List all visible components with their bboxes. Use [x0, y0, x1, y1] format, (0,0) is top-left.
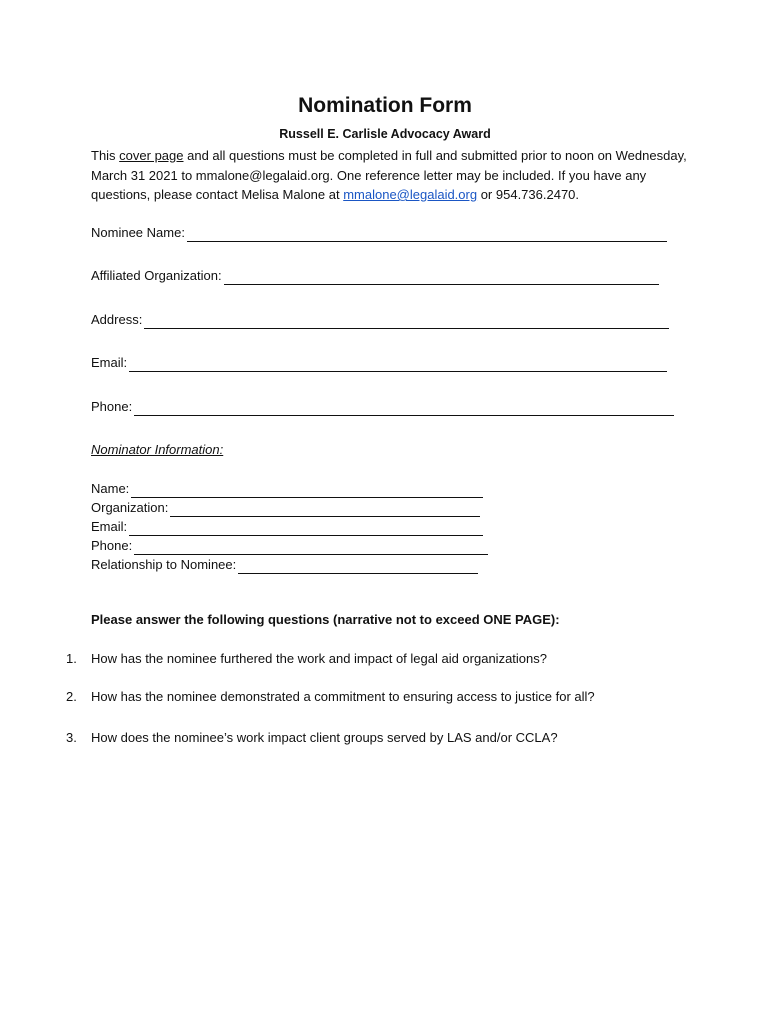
question-text: How does the nominee’s work impact client groups served by LAS and/or CCLA? — [91, 730, 558, 745]
phone-field — [91, 398, 674, 416]
nominator-email-input[interactable] — [129, 521, 483, 536]
address-field — [91, 311, 669, 329]
page-title: Nomination Form — [298, 94, 472, 117]
nominator-phone-input[interactable] — [134, 540, 488, 555]
nominee-name-field — [91, 224, 667, 242]
questions-heading: Please answer the following questions (narrative not to exceed ONE PAGE): — [91, 612, 560, 627]
email-field — [91, 354, 667, 372]
nominator-information-heading: Nominator Information: — [91, 442, 224, 457]
relationship-field — [91, 556, 478, 574]
nominator-name-label: Name: — [91, 481, 130, 496]
phone-input[interactable] — [134, 401, 674, 416]
question-item — [66, 689, 595, 704]
nominator-name-input[interactable] — [131, 483, 483, 498]
intro-text-3: or 954.736.2470. — [477, 187, 580, 202]
affiliated-organization-label: Affiliated Organization: — [91, 268, 222, 283]
award-subtitle: Russell E. Carlisle Advocacy Award — [279, 127, 491, 141]
question-number: 3. — [66, 730, 77, 745]
address-label: Address: — [91, 312, 143, 327]
question-number: 2. — [66, 689, 77, 704]
address-input[interactable] — [144, 314, 669, 329]
intro-text-1: This — [91, 148, 120, 163]
email-input[interactable] — [129, 357, 667, 372]
email-label: Email: — [91, 355, 128, 370]
question-number: 1. — [66, 651, 77, 666]
question-item — [66, 651, 547, 666]
nominator-phone-field — [91, 537, 488, 555]
nominator-organization-input[interactable] — [170, 502, 480, 517]
nominee-name-input[interactable] — [187, 227, 667, 242]
nominator-email-label: Email: — [91, 519, 128, 534]
nominee-name-label: Nominee Name: — [91, 225, 185, 240]
relationship-label: Relationship to Nominee: — [91, 557, 237, 572]
nominator-name-field — [91, 480, 483, 498]
intro-paragraph — [91, 146, 691, 205]
affiliated-organization-field — [91, 267, 659, 285]
question-text: How has the nominee furthered the work and impact of legal aid organizations? — [91, 651, 547, 666]
relationship-input[interactable] — [238, 559, 478, 574]
question-item — [66, 730, 558, 745]
intro-text-2: and all questions must be completed in full and submitted prior to noon on Wednesday, March 31 2021 to mmalone@legalaid.org. One reference letter may be included. If you have any questions, please contact Melisa Malone at — [91, 148, 687, 202]
contact-email-link[interactable]: mmalone@legalaid.org — [343, 187, 478, 202]
nominator-phone-label: Phone: — [91, 538, 133, 553]
affiliated-organization-input[interactable] — [224, 270, 659, 285]
nominator-organization-field — [91, 499, 480, 517]
phone-label: Phone: — [91, 399, 133, 414]
question-text: How has the nominee demonstrated a commitment to ensuring access to justice for all? — [91, 689, 595, 704]
nominator-organization-label: Organization: — [91, 500, 169, 515]
nominator-email-field — [91, 518, 483, 536]
cover-page-text: cover page — [119, 148, 184, 163]
